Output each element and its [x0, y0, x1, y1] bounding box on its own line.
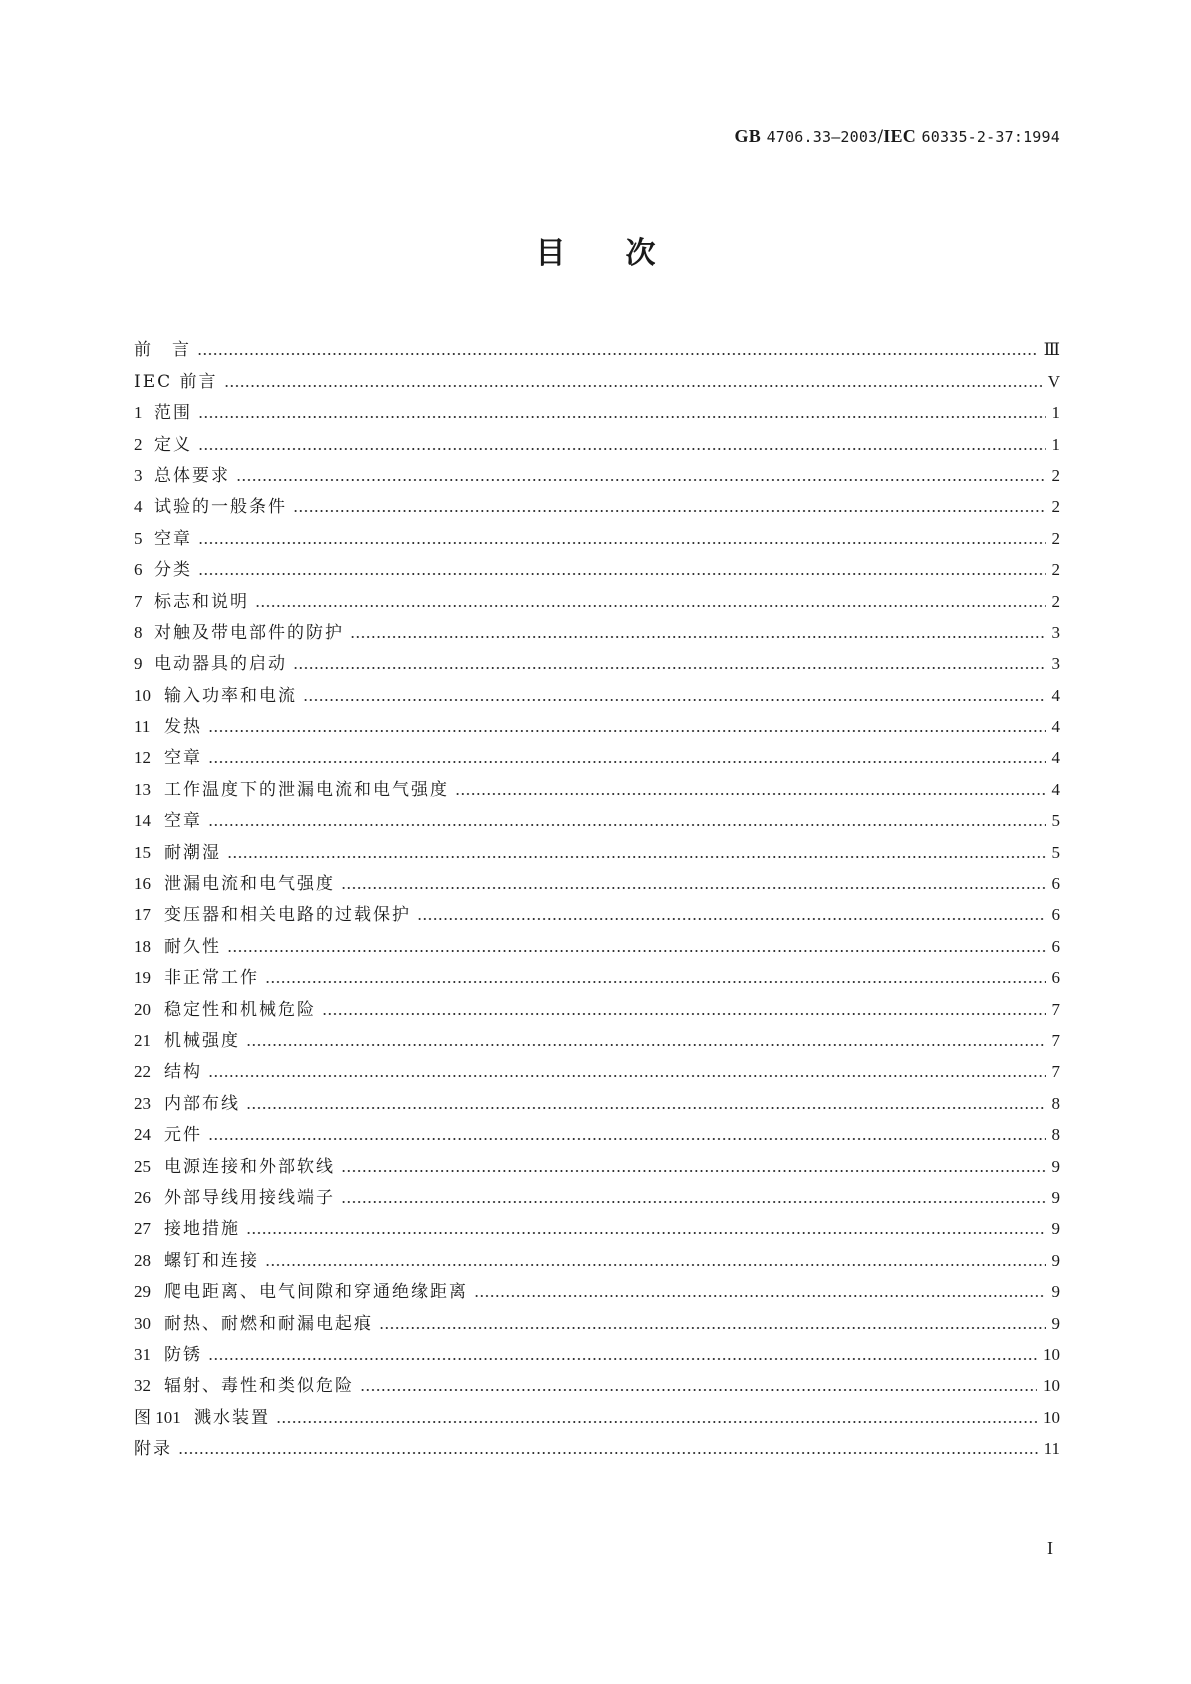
toc-entry-page: 7	[1051, 999, 1060, 1019]
toc-entry-number: 21	[134, 1030, 151, 1050]
toc-leader-dots	[417, 918, 1046, 920]
toc-entry[interactable]	[134, 738, 1060, 769]
toc-entry-number: 1	[134, 403, 143, 423]
toc-entry[interactable]	[134, 675, 1060, 706]
toc-entry-number: 29	[134, 1282, 151, 1302]
toc-entry-title: 外部导线用接线端子	[164, 1187, 335, 1208]
toc-entry[interactable]	[134, 613, 1060, 644]
toc-entry-title: 接地措施	[164, 1219, 240, 1240]
toc-entry-number: 5	[134, 528, 143, 548]
toc-entry-page: 6	[1051, 905, 1060, 925]
toc-entry-page: 5	[1051, 842, 1060, 862]
toc-leader-dots	[293, 510, 1046, 512]
toc-entry-number: 7	[134, 591, 143, 611]
toc-entry[interactable]	[134, 550, 1060, 581]
toc-leader-dots	[208, 1075, 1046, 1077]
toc-entry-number: 16	[134, 874, 151, 894]
toc-entry-page: 5	[1051, 811, 1060, 831]
toc-leader-dots	[198, 573, 1046, 575]
toc-leader-dots	[224, 385, 1042, 387]
toc-entry-title: 空章	[164, 748, 202, 769]
toc-entry-title: 螺钉和连接	[164, 1250, 259, 1271]
toc-entry-page: 3	[1051, 654, 1060, 674]
toc-entry-page: 10	[1043, 1407, 1060, 1427]
toc-entry-page: 10	[1043, 1344, 1060, 1364]
toc-entry[interactable]	[134, 1397, 1060, 1428]
toc-entry[interactable]	[134, 926, 1060, 957]
toc-entry-title: 定义	[154, 434, 192, 455]
toc-leader-dots	[198, 416, 1046, 418]
toc-entry-page: 4	[1051, 717, 1060, 737]
toc-entry-page: 9	[1051, 1156, 1060, 1176]
toc-entry-title: 稳定性和机械危险	[164, 999, 316, 1020]
toc-entry[interactable]	[134, 487, 1060, 518]
toc-entry-number: 19	[134, 968, 151, 988]
toc-entry-number: 9	[134, 654, 143, 674]
toc-entry-number: 18	[134, 936, 151, 956]
toc-entry-number: 27	[134, 1219, 151, 1239]
toc-entry-title: 溅水装置	[194, 1407, 270, 1428]
standard-code-number: 4706.33—2003	[766, 128, 878, 146]
toc-entry-title: 标志和说明	[154, 591, 249, 612]
toc-entry-number: 23	[134, 1093, 151, 1113]
toc-entry[interactable]	[134, 1052, 1060, 1083]
toc-entry-title: 元件	[164, 1125, 202, 1146]
toc-entry-page: 7	[1051, 1062, 1060, 1082]
toc-entry[interactable]	[134, 769, 1060, 800]
toc-entry-title: 结构	[164, 1062, 202, 1083]
toc-entry-title: 试验的一般条件	[154, 497, 287, 518]
toc-entry-title: 对触及带电部件的防护	[154, 622, 344, 643]
toc-entry-title: 辐射、毒性和类似危险	[164, 1376, 354, 1397]
toc-entry-number: 17	[134, 905, 151, 925]
toc-entry[interactable]	[134, 456, 1060, 487]
toc-entry-title: 内部布线	[164, 1093, 240, 1114]
toc-entry[interactable]	[134, 424, 1060, 455]
toc-entry-title: 耐热、耐燃和耐漏电起痕	[164, 1313, 373, 1334]
toc-entry[interactable]	[134, 1366, 1060, 1397]
toc-leader-dots	[265, 981, 1046, 983]
toc-entry[interactable]	[134, 393, 1060, 424]
toc-entry-title: 耐久性	[164, 936, 221, 957]
toc-entry-number: 20	[134, 999, 151, 1019]
toc-entry-title: 输入功率和电流	[164, 685, 297, 706]
toc-entry[interactable]	[134, 895, 1060, 926]
toc-entry[interactable]	[134, 1178, 1060, 1209]
toc-entry-page: 9	[1051, 1282, 1060, 1302]
toc-entry-page: 10	[1043, 1376, 1060, 1396]
toc-entry-page: 6	[1051, 936, 1060, 956]
toc-entry-number: 8	[134, 622, 143, 642]
toc-entry-number: 31	[134, 1344, 151, 1364]
toc-leader-dots	[322, 1013, 1046, 1015]
toc-entry-number: 28	[134, 1250, 151, 1270]
standard-code	[735, 126, 1060, 147]
toc-entry[interactable]	[134, 361, 1060, 392]
toc-entry-page: V	[1047, 371, 1060, 391]
toc-entry-title: 机械强度	[164, 1030, 240, 1051]
toc-entry[interactable]	[134, 330, 1060, 361]
toc-entry-number: 32	[134, 1376, 151, 1396]
toc-leader-dots	[246, 1232, 1046, 1234]
toc-entry[interactable]	[134, 1115, 1060, 1146]
toc-entry[interactable]	[134, 989, 1060, 1020]
toc-entry-number: 3	[134, 465, 143, 485]
toc-entry[interactable]	[134, 832, 1060, 863]
toc-entry-number: 12	[134, 748, 151, 768]
toc-entry[interactable]	[134, 1021, 1060, 1052]
toc-entry-page: 1	[1051, 403, 1060, 423]
toc-leader-dots	[246, 1044, 1046, 1046]
toc-entry-number: 25	[134, 1156, 151, 1176]
toc-leader-dots	[455, 793, 1046, 795]
toc-leader-dots	[227, 950, 1046, 952]
toc-entry-number: 11	[134, 717, 151, 737]
toc-entry[interactable]	[134, 1335, 1060, 1366]
toc-entry-number: 4	[134, 497, 143, 517]
toc-entry-title: 范围	[154, 403, 192, 424]
toc-entry-title: 电动器具的启动	[154, 654, 287, 675]
toc-entry-page: 4	[1051, 748, 1060, 768]
toc-entry-page: 8	[1051, 1125, 1060, 1145]
toc-leader-dots	[265, 1264, 1046, 1266]
toc-entry-number: 26	[134, 1187, 151, 1207]
toc-entry[interactable]	[134, 1146, 1060, 1177]
toc-leader-dots	[208, 761, 1046, 763]
toc-leader-dots	[178, 1452, 1038, 1454]
toc-entry-title: 电源连接和外部软线	[164, 1156, 335, 1177]
toc-entry-page: 8	[1051, 1093, 1060, 1113]
toc-leader-dots	[341, 887, 1046, 889]
toc-leader-dots	[208, 1138, 1046, 1140]
toc-leader-dots	[293, 667, 1046, 669]
toc-entry-page: 1	[1051, 434, 1060, 454]
toc-entry[interactable]	[134, 1240, 1060, 1271]
toc-entry[interactable]	[134, 1272, 1060, 1303]
toc-leader-dots	[474, 1295, 1046, 1297]
toc-entry-page: 9	[1051, 1219, 1060, 1239]
toc-entry[interactable]	[134, 1209, 1060, 1240]
toc-entry[interactable]	[134, 864, 1060, 895]
toc-entry-page: 2	[1051, 560, 1060, 580]
toc-entry-page: 2	[1051, 528, 1060, 548]
toc-leader-dots	[208, 824, 1046, 826]
standard-code-separator: /	[877, 127, 884, 147]
toc-leader-dots	[341, 1201, 1046, 1203]
toc-entry-page: 11	[1043, 1439, 1060, 1459]
toc-leader-dots	[255, 605, 1046, 607]
toc-entry-number: 30	[134, 1313, 151, 1333]
toc-entry-title: 总体要求	[154, 465, 230, 486]
toc-entry-number: 6	[134, 560, 143, 580]
toc-entry-page: 6	[1051, 968, 1060, 988]
toc-leader-dots	[236, 479, 1046, 481]
toc-entry-number: 15	[134, 842, 151, 862]
toc-entry-title: 工作温度下的泄漏电流和电气强度	[164, 779, 449, 800]
toc-entry-title: IEC 前言	[134, 371, 218, 392]
toc-entry-title: 空章	[154, 528, 192, 549]
toc-entry[interactable]	[134, 581, 1060, 612]
toc-leader-dots	[227, 856, 1046, 858]
toc-entry[interactable]	[134, 1429, 1060, 1460]
toc-leader-dots	[379, 1327, 1046, 1329]
page-title: 目次	[535, 236, 716, 271]
toc-entry-page: 9	[1051, 1313, 1060, 1333]
toc-entry-number: 13	[134, 779, 151, 799]
toc-entry-page: 9	[1051, 1250, 1060, 1270]
toc-leader-dots	[360, 1389, 1037, 1391]
toc-entry-page: 4	[1051, 685, 1060, 705]
toc-entry[interactable]	[134, 1303, 1060, 1334]
standard-code-iec: IEC	[883, 126, 916, 146]
toc-entry-title: 非正常工作	[164, 968, 259, 989]
toc-entry[interactable]	[134, 1083, 1060, 1114]
toc-leader-dots	[246, 1107, 1046, 1109]
toc-entry-page: 6	[1051, 874, 1060, 894]
toc-entry-page: 2	[1051, 465, 1060, 485]
page-number: I	[1047, 1538, 1053, 1558]
toc-entry-page: 4	[1051, 779, 1060, 799]
standard-code-iec-number: 60335-2-37:1994	[921, 128, 1060, 146]
toc-entry[interactable]	[134, 644, 1060, 675]
toc-entry[interactable]	[134, 958, 1060, 989]
toc-entry[interactable]	[134, 518, 1060, 549]
toc-entry-title: 爬电距离、电气间隙和穿通绝缘距离	[164, 1282, 468, 1303]
toc-entry-page: 2	[1051, 497, 1060, 517]
toc-entry-number: 22	[134, 1062, 151, 1082]
standard-code-gb: GB	[734, 126, 761, 146]
toc-leader-dots	[350, 636, 1046, 638]
toc-leader-dots	[208, 1358, 1037, 1360]
toc-entry-title: 空章	[164, 811, 202, 832]
toc-entry-title: 附录	[134, 1439, 172, 1460]
table-of-contents	[134, 330, 1060, 1460]
toc-entry-title: 前 言	[134, 340, 191, 361]
toc-leader-dots	[197, 353, 1038, 355]
toc-leader-dots	[303, 699, 1046, 701]
toc-entry-page: 2	[1051, 591, 1060, 611]
toc-entry-page: 7	[1051, 1030, 1060, 1050]
toc-entry[interactable]	[134, 707, 1060, 738]
toc-entry-title: 发热	[164, 717, 202, 738]
toc-entry[interactable]	[134, 801, 1060, 832]
toc-entry-number: 14	[134, 811, 151, 831]
toc-entry-number: 10	[134, 685, 151, 705]
toc-leader-dots	[198, 542, 1046, 544]
toc-leader-dots	[341, 1170, 1046, 1172]
toc-entry-title: 防锈	[164, 1344, 202, 1365]
toc-entry-number: 图 101	[134, 1407, 181, 1427]
toc-leader-dots	[208, 730, 1046, 732]
toc-entry-title: 泄漏电流和电气强度	[164, 874, 335, 895]
toc-leader-dots	[198, 448, 1046, 450]
toc-entry-title: 变压器和相关电路的过载保护	[164, 905, 411, 926]
toc-entry-page: Ⅲ	[1043, 340, 1060, 360]
toc-entry-title: 耐潮湿	[164, 842, 221, 863]
toc-entry-title: 分类	[154, 560, 192, 581]
toc-leader-dots	[276, 1421, 1037, 1423]
toc-entry-page: 9	[1051, 1187, 1060, 1207]
toc-entry-number: 2	[134, 434, 143, 454]
toc-entry-page: 3	[1051, 622, 1060, 642]
toc-entry-number: 24	[134, 1125, 151, 1145]
